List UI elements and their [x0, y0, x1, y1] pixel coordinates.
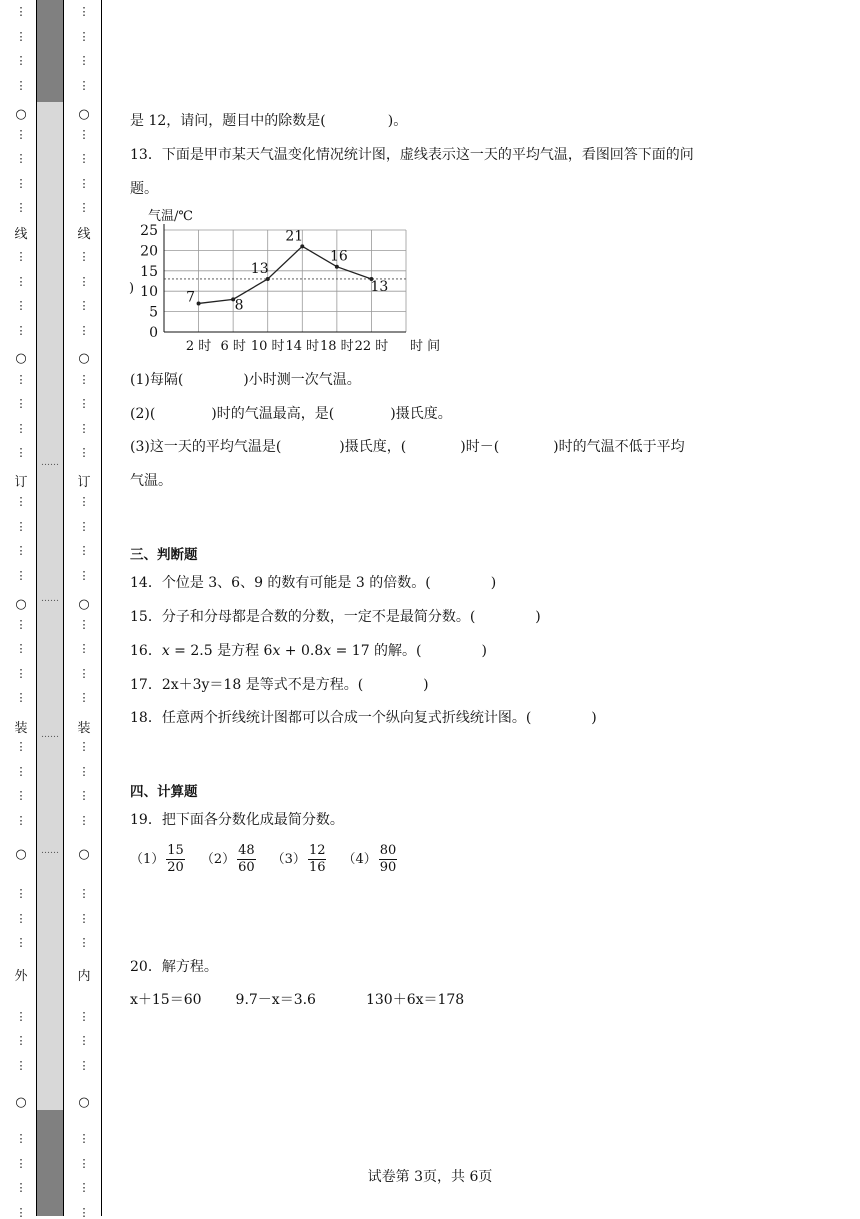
- binding-char: 外: [14, 969, 28, 984]
- dotted-mark: ⋮: [78, 250, 90, 263]
- dotted-mark: ⋮: [15, 1205, 27, 1219]
- binding-char: 线: [14, 227, 28, 242]
- margin-band-top: [37, 0, 63, 102]
- equation-1: x＋15＝60: [130, 992, 202, 1008]
- q19: 19．把下面各分数化成最简分数。: [130, 812, 344, 828]
- dotted-mark: ⋮: [15, 519, 27, 533]
- dotted-mark: ⋮: [15, 299, 27, 312]
- margin-mark: ……: [41, 458, 59, 468]
- fraction-denominator: 60: [238, 859, 255, 875]
- dotted-mark: ⋮: [15, 127, 27, 141]
- dotted-mark: ⋮: [78, 911, 90, 925]
- fraction: [166, 843, 185, 876]
- x-tick-label: 2 时: [185, 339, 212, 354]
- dotted-mark: ⋮: [78, 78, 90, 92]
- fraction-denominator: 90: [379, 859, 397, 875]
- circle-mark: ○: [78, 597, 90, 612]
- q13-sub2: [130, 404, 452, 424]
- q16-text: 16．: [130, 643, 162, 659]
- fraction-denominator: 20: [167, 859, 184, 875]
- q17: [130, 675, 429, 695]
- dotted-mark: ⋮: [78, 740, 90, 753]
- binding-char: 内: [77, 969, 91, 984]
- x-tick-label: 22 时: [354, 339, 389, 354]
- dotted-mark: ⋮: [78, 152, 90, 165]
- q20-equations: [130, 990, 464, 1010]
- dotted-mark: ⋮: [15, 936, 27, 949]
- q12-tail: [130, 111, 407, 131]
- q13-sub2-text: )摄氏度。: [390, 406, 452, 422]
- y-tick-label: 5: [149, 304, 158, 321]
- q16-text: + 0.8: [280, 643, 324, 659]
- q20: 20．解方程。: [130, 959, 218, 975]
- data-point: [335, 265, 339, 269]
- fraction-label: （4）: [342, 852, 377, 867]
- q13-sub3-text: )摄氏度，(: [339, 439, 407, 455]
- data-label: 13: [370, 278, 389, 295]
- margin-mark: ……: [41, 846, 59, 856]
- dotted-mark: ⋮: [78, 1009, 90, 1023]
- inner-dotted-column: [77, 0, 91, 1219]
- margin-mark: ……: [41, 730, 59, 740]
- q13-sub3-text: )时－(: [460, 439, 500, 455]
- y-tick-label: 25: [140, 223, 158, 239]
- q16-text-end: ): [481, 643, 487, 659]
- circle-mark: ○: [78, 351, 90, 366]
- data-label: 21: [285, 228, 304, 245]
- fraction: [237, 843, 256, 876]
- fraction-denominator: 16: [308, 859, 326, 875]
- dotted-mark: ⋮: [15, 568, 27, 582]
- fraction-item: [342, 842, 399, 875]
- page-footer: 试卷第 3页，共 6页: [367, 1169, 493, 1185]
- dotted-mark: ⋮: [15, 250, 27, 263]
- dotted-mark: ⋮: [78, 1156, 90, 1170]
- x-tick-label: 10 时: [250, 339, 285, 354]
- q12-text: 是 12，请问，题目中的除数是(: [130, 113, 326, 129]
- dotted-mark: ⋮: [78, 1181, 90, 1194]
- outer-dotted-column: [14, 0, 28, 1219]
- q13-sub1-text: (1)每隔(: [130, 372, 184, 388]
- data-point: [197, 301, 201, 305]
- dotted-mark: ⋮: [15, 176, 27, 190]
- y-axis-label: 气温/℃: [148, 209, 193, 224]
- q16-text: = 17 的解。(: [331, 643, 422, 659]
- dotted-mark: ⋮: [78, 54, 90, 67]
- equation-2: 9.7－x＝3.6: [235, 992, 316, 1008]
- data-label: 8: [234, 297, 244, 314]
- binding-char: 装: [14, 721, 28, 736]
- fraction-label: （2）: [200, 852, 236, 867]
- fraction-item: [200, 842, 258, 875]
- dotted-mark: ⋮: [78, 299, 90, 312]
- section-3-title: 三、判断题: [130, 547, 198, 563]
- dotted-mark: ⋮: [78, 397, 90, 410]
- fraction-label: （3）: [271, 852, 306, 867]
- circle-mark: ○: [15, 107, 27, 122]
- circle-mark: ○: [15, 351, 27, 366]
- binding-char: 订: [77, 475, 91, 490]
- dotted-mark: ⋮: [78, 789, 90, 802]
- dotted-mark: ⋮: [78, 691, 90, 704]
- x-axis-label: 时 间: [410, 339, 441, 354]
- temperature-line-chart: [128, 208, 448, 358]
- data-point: [266, 277, 270, 281]
- q13-sub3-text: (3)这一天的平均气温是(: [130, 439, 282, 455]
- fraction-numerator: 15: [167, 842, 184, 858]
- dotted-mark: ⋮: [78, 5, 90, 18]
- dotted-mark: ⋮: [78, 936, 90, 949]
- dotted-mark: ⋮: [78, 127, 90, 141]
- dotted-mark: ⋮: [78, 1205, 90, 1219]
- q13-sub1-text-end: )小时测一次气温。: [243, 372, 361, 388]
- dotted-mark: ⋮: [78, 617, 90, 631]
- margin-rule-right: [101, 0, 102, 1216]
- dotted-mark: ⋮: [15, 323, 27, 337]
- section-4-title: 四、计算题: [130, 784, 198, 800]
- q17-text-end: ): [423, 677, 429, 693]
- dotted-mark: ⋮: [15, 1181, 27, 1194]
- q16-var: x: [161, 643, 170, 659]
- q14: [130, 573, 496, 593]
- q13-stem-cont: 题。: [130, 181, 158, 197]
- dotted-mark: ⋮: [78, 495, 90, 508]
- q14-text: 14．个位是 3、6、9 的数有可能是 3 的倍数。(: [130, 575, 431, 591]
- dotted-mark: ⋮: [15, 666, 27, 680]
- fraction-numerator: 80: [379, 842, 397, 858]
- dotted-mark: ⋮: [15, 1009, 27, 1023]
- dotted-mark: ⋮: [78, 666, 90, 680]
- margin-band-middle: [37, 102, 63, 1110]
- dotted-mark: ⋮: [15, 617, 27, 631]
- dotted-mark: ⋮: [15, 5, 27, 18]
- dotted-mark: ⋮: [78, 201, 90, 214]
- q13-sub2-text: (2)(: [130, 406, 156, 422]
- dotted-mark: ⋮: [15, 764, 27, 778]
- dotted-mark: ⋮: [15, 813, 27, 827]
- circle-mark: ○: [15, 847, 27, 862]
- dotted-mark: ⋮: [78, 568, 90, 582]
- circle-mark: ○: [78, 847, 90, 862]
- dotted-mark: ⋮: [78, 544, 90, 557]
- x-tick-label: 14 时: [285, 339, 320, 354]
- dotted-mark: ⋮: [15, 911, 27, 925]
- dotted-mark: ⋮: [78, 887, 90, 900]
- dotted-mark: ⋮: [78, 1034, 90, 1047]
- dotted-mark: ⋮: [78, 1132, 90, 1145]
- equation-3: 130＋6x＝178: [365, 992, 465, 1008]
- q13-sub3: [130, 437, 685, 457]
- dotted-mark: ⋮: [78, 764, 90, 778]
- circle-mark: ○: [15, 597, 27, 612]
- q13-sub1: [130, 370, 361, 390]
- q15: [130, 607, 541, 627]
- dotted-mark: ⋮: [15, 397, 27, 410]
- data-label: 13: [250, 260, 269, 277]
- q13-sub3-text: )时的气温不低于平均: [553, 439, 685, 455]
- fraction: [308, 843, 327, 876]
- q18: [130, 708, 597, 728]
- dotted-mark: ⋮: [15, 887, 27, 900]
- dotted-mark: ⋮: [15, 495, 27, 508]
- q18-text-end: ): [591, 710, 597, 726]
- dotted-mark: ⋮: [15, 642, 27, 655]
- dotted-mark: ⋮: [78, 29, 90, 43]
- margin-mark: ……: [41, 594, 59, 604]
- dotted-mark: ⋮: [15, 691, 27, 704]
- dotted-mark: ⋮: [78, 176, 90, 190]
- dotted-mark: ⋮: [78, 813, 90, 827]
- q16-var: x: [323, 643, 332, 659]
- q13-stem: 13．下面是甲市某天气温变化情况统计图，虚线表示这一天的平均气温，看图回答下面的问: [130, 147, 694, 163]
- fraction-item: [130, 842, 187, 875]
- fraction: [379, 843, 398, 876]
- fraction-label: （1）: [130, 852, 165, 867]
- dotted-mark: ⋮: [15, 29, 27, 43]
- x-tick-label: 18 时: [320, 339, 354, 354]
- q15-text: 15．分子和分母都是合数的分数，一定不是最简分数。(: [130, 609, 476, 625]
- dotted-mark: ⋮: [78, 446, 90, 459]
- data-label: 7: [186, 289, 196, 306]
- dotted-mark: ⋮: [15, 78, 27, 92]
- dotted-mark: ⋮: [78, 372, 90, 386]
- circle-mark: ○: [78, 1095, 90, 1110]
- dotted-mark: ⋮: [15, 1156, 27, 1170]
- binding-char: 订: [14, 475, 28, 490]
- dotted-mark: ⋮: [15, 274, 27, 288]
- fraction-item: [271, 842, 329, 875]
- data-point: [300, 244, 304, 248]
- data-label: 16: [329, 248, 348, 265]
- fraction-numerator: 48: [238, 842, 255, 858]
- binding-margin: [0, 0, 102, 1219]
- dotted-mark: ⋮: [15, 1132, 27, 1145]
- y-tick-label: 0: [149, 325, 158, 341]
- margin-rule-middle: [63, 0, 64, 1216]
- q13-sub2-text: )时的气温最高，是(: [211, 406, 335, 422]
- q19-fractions: [130, 842, 413, 877]
- dotted-mark: ⋮: [15, 1034, 27, 1047]
- binding-char: 装: [77, 721, 91, 736]
- dotted-mark: ⋮: [78, 642, 90, 655]
- y-tick-label: 20: [140, 243, 158, 260]
- dotted-mark: ⋮: [78, 323, 90, 337]
- dotted-mark: ⋮: [78, 421, 90, 435]
- stray-paren: ): [129, 281, 135, 296]
- q13-sub3-cont: 气温。: [130, 473, 172, 489]
- q17-text: 17．2x＋3y＝18 是等式不是方程。(: [130, 677, 364, 693]
- q16-text: = 2.5 是方程 6: [169, 643, 273, 659]
- q18-text: 18．任意两个折线统计图都可以合成一个纵向复式折线统计图。(: [130, 710, 532, 726]
- dotted-mark: ⋮: [15, 201, 27, 214]
- q14-text-end: ): [490, 575, 497, 591]
- binding-char: 线: [77, 227, 91, 242]
- y-tick-label: 10: [140, 284, 158, 301]
- x-tick-label: 6 时: [220, 339, 246, 354]
- dotted-mark: ⋮: [15, 54, 27, 67]
- fraction-numerator: 12: [308, 842, 326, 858]
- q16: [130, 641, 487, 661]
- dotted-mark: ⋮: [15, 372, 27, 386]
- dotted-mark: ⋮: [15, 152, 27, 165]
- margin-band-bottom: [37, 1110, 63, 1216]
- dotted-mark: ⋮: [15, 789, 27, 802]
- circle-mark: ○: [15, 1095, 27, 1110]
- dotted-mark: ⋮: [15, 446, 27, 459]
- y-tick-label: 15: [140, 263, 158, 280]
- dotted-mark: ⋮: [78, 519, 90, 533]
- dotted-mark: ⋮: [15, 740, 27, 753]
- dotted-mark: ⋮: [15, 421, 27, 435]
- dotted-mark: ⋮: [78, 274, 90, 288]
- q15-text-end: ): [535, 609, 541, 625]
- q12-text-end: )。: [387, 113, 408, 129]
- dotted-mark: ⋮: [15, 1058, 27, 1072]
- q16-var: x: [272, 643, 281, 659]
- circle-mark: ○: [78, 107, 90, 122]
- dotted-mark: ⋮: [78, 1058, 90, 1072]
- dotted-mark: ⋮: [15, 544, 27, 557]
